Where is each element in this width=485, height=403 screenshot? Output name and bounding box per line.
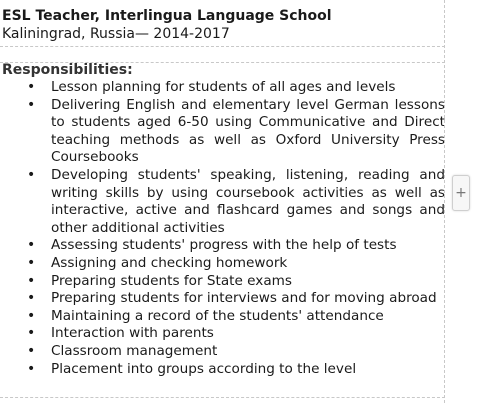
bullet-icon: • [27, 272, 36, 289]
list-item-text: Maintaining a record of the students' attendance [51, 307, 384, 324]
responsibilities-heading: Responsibilities: [2, 62, 133, 78]
list-item [0, 97, 445, 167]
divider [0, 397, 445, 398]
list-item [0, 343, 445, 361]
bullet-icon: • [27, 290, 36, 307]
list-item [0, 361, 445, 379]
list-item-text: Preparing students for interviews and for moving abroad [51, 290, 437, 307]
list-item [0, 237, 445, 255]
list-item-text: Placement into groups according to the level [51, 360, 357, 377]
section-border [444, 0, 445, 403]
responsibilities-list [0, 79, 445, 378]
list-item-text: Interaction with parents [51, 325, 214, 342]
bullet-icon: • [27, 237, 36, 254]
plus-icon: + [455, 185, 467, 201]
list-item-text: Assigning and checking homework [51, 254, 288, 271]
list-item-text: Assessing students' progress with the help of tests [51, 237, 397, 254]
list-item [0, 325, 445, 343]
list-item [0, 255, 445, 273]
list-item-text: Classroom management [51, 342, 218, 359]
job-location-dates: Kaliningrad, Russia— 2014-2017 [2, 26, 230, 42]
list-item [0, 167, 445, 237]
bullet-icon: • [27, 79, 36, 95]
list-item [0, 79, 445, 97]
bullet-icon: • [27, 254, 36, 271]
list-item-text: Lesson planning for students of all ages and levels [51, 79, 396, 95]
bullet-icon: • [27, 307, 36, 324]
add-section-button[interactable] [452, 175, 470, 211]
list-item-text: Developing students' speaking, listening, reading and writing skills by using coursebook activities as well as interactive, active and flashcard games and songs and other additional activities [51, 166, 445, 236]
list-item [0, 308, 445, 326]
bullet-icon: • [27, 360, 36, 377]
bullet-icon: • [27, 325, 36, 342]
list-item [0, 273, 445, 291]
bullet-icon: • [27, 96, 36, 113]
bullet-icon: • [27, 342, 36, 359]
job-title: ESL Teacher, Interlingua Language School [2, 8, 332, 24]
bullet-icon: • [27, 166, 36, 183]
list-item-text: Preparing students for State exams [51, 272, 293, 289]
list-item [0, 290, 445, 308]
divider [0, 46, 445, 47]
list-item-text: Delivering English and elementary level German lessons to students aged 6-50 using Communicative and Direct teaching methods as well as Oxford University Press Coursebooks [51, 96, 445, 166]
